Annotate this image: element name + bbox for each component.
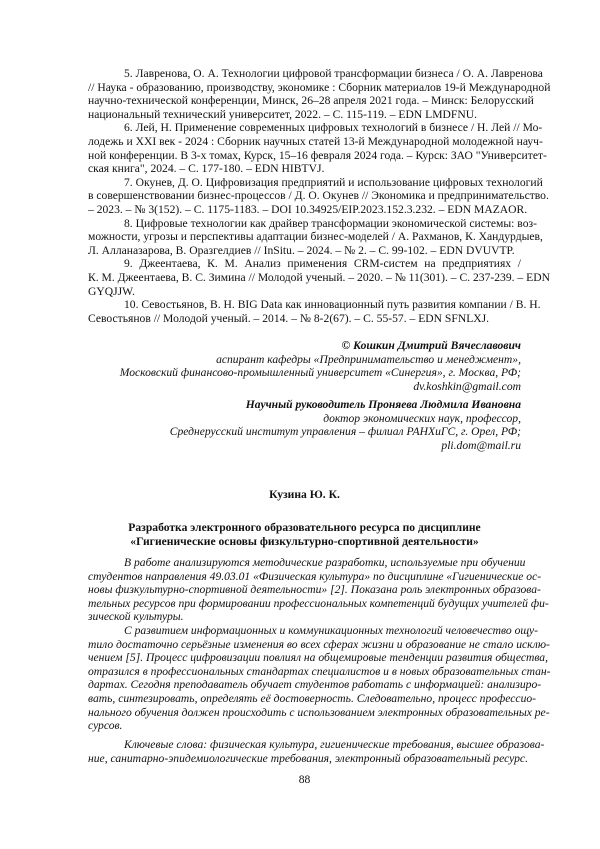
text-line: В работе анализируются методические разработки, используемые при обучении [88, 556, 521, 570]
text-line: новы физкультурно-спортивной деятельности» [2]. Показана роль электронных образова- [88, 583, 521, 597]
text-line: нального обучения должен происходить с использованием электронных образовательных ре- [88, 706, 521, 720]
text-line: pli.dom@mail.ru [88, 439, 521, 453]
text-line: можности, угрозы и перспективы адаптации бизнес-моделей / А. Рахманов, К. Хандурдыев, [88, 230, 521, 244]
text-line: аспирант кафедры «Предпринимательство и менеджмент», [88, 353, 521, 367]
text-line: dv.koshkin@gmail.com [88, 380, 521, 394]
references-list [88, 67, 521, 325]
article-author [88, 488, 521, 502]
text-line: лодежь и XXI век - 2024 : Сборник научных статей 13-й Международной молодежной науч- [88, 135, 521, 149]
text-line: 7. Окунев, Д. О. Цифровизация предприятий и использование цифровых технологий [88, 176, 521, 190]
text-line: 5. Лавренова, О. А. Технологии цифровой трансформации бизнеса / О. А. Лавренова [88, 67, 521, 81]
reference-item [88, 217, 521, 258]
abstract-paragraph [88, 624, 521, 733]
article-abstract [88, 556, 521, 733]
text-line: Московский финансово-промышленный университет «Синергия», г. Москва, РФ; [88, 366, 521, 380]
text-line: сурсов. [88, 719, 521, 733]
text-line: 10. Севостьянов, В. Н. BIG Data как инновационный путь развития компании / В. Н. [88, 298, 521, 312]
text-line: доктор экономических наук, профессор, [88, 412, 521, 426]
supervisor-name: Научный руководитель Проняева Людмила Ивановна [88, 398, 521, 412]
text-line: – 2023. – № 3(152). – С. 1175-1183. – DOI 10.34925/EIP.2023.152.3.232. – EDN MAZAOR. [88, 203, 521, 217]
text-line: научно-технической конференции, Минск, 26–28 апреля 2021 года. – Минск: Белорусский [88, 94, 521, 108]
author-name: © Кошкин Дмитрий Вячеславович [88, 339, 521, 353]
text-line: ной конференции. В 3-х томах, Курск, 15–16 февраля 2024 года. – Курск: ЗАО "Университет- [88, 149, 521, 163]
text-line: зической культуры. [88, 610, 521, 624]
text-line: дартах. Сегодня преподаватель обучает студентов работать с информацией: анализиро- [88, 678, 521, 692]
text-line: 9. Джеентаева, К. М. Анализ применения CRM-систем на предприятиях / [88, 257, 521, 271]
text-line: К. М. Джеентаева, В. С. Зимина // Молодой ученый. – 2020. – № 11(301). – С. 237-239. – EDN [88, 271, 521, 285]
text-line: 8. Цифровые технологии как драйвер трансформации экономической системы: воз- [88, 217, 521, 231]
reference-item [88, 176, 521, 217]
text-line: ние, санитарно-эпидемиологические требования, электронный образовательный ресурс. [88, 752, 521, 766]
text-line: вать, синтезировать, определять её достоверность. Следовательно, процесс профессио- [88, 692, 521, 706]
text-line: Ключевые слова: физическая культура, гигиенические требования, высшее образова- [88, 738, 521, 752]
article-keywords [88, 738, 521, 765]
supervisor-block [88, 398, 521, 452]
page-number: 88 [88, 773, 521, 787]
author-block [88, 339, 521, 393]
author-affiliation [88, 353, 521, 394]
text-line: чением [5]. Процесс цифровизации повлиял на общемировые тенденции развития общества, [88, 651, 521, 665]
article-author-name: Кузина Ю. К. [88, 488, 521, 502]
keywords-paragraph [88, 738, 521, 765]
reference-item [88, 67, 521, 121]
page-footer [88, 773, 521, 787]
text-line: в совершенствовании бизнес-процессов / Д. О. Окунев // Экономика и предпринимательство. [88, 189, 521, 203]
text-line: ская книга", 2024. – С. 177-180. – EDN HIBTVJ. [88, 162, 521, 176]
text-line: Л. Алланазарова, В. Оразгелдиев // InSitu. – 2024. – № 2. – С. 99-102. – EDN DVUVTP. [88, 244, 521, 258]
reference-item [88, 298, 521, 325]
reference-item [88, 257, 521, 298]
text-line: // Наука - образованию, производству, экономике : Сборник материалов 19-й Международной [88, 81, 521, 95]
text-line: Разработка электронного образовательного ресурса по дисциплине [88, 521, 521, 535]
text-line: студентов направления 49.03.01 «Физическая культура» по дисциплине «Гигиенические ос- [88, 570, 521, 584]
article-title [88, 521, 521, 548]
abstract-paragraph [88, 556, 521, 624]
text-line: «Гигиенические основы физкультурно-спортивной деятельности» [88, 535, 521, 549]
text-line: Среднерусский институт управления – филиал РАНХиГС, г. Орел, РФ; [88, 425, 521, 439]
text-line: тельных ресурсов при формировании профессиональных компетенций будущих учителей фи- [88, 597, 521, 611]
supervisor-affiliation [88, 412, 521, 453]
text-line: 6. Лей, Н. Применение современных цифровых технологий в бизнесе / Н. Лей // Мо- [88, 121, 521, 135]
text-line: тило достаточно серьёзные изменения во всех сферах жизни и образование не стало исклю- [88, 638, 521, 652]
text-line: отразился в профессиональных стандартах специалистов и в новых образовательных стан- [88, 665, 521, 679]
reference-item [88, 121, 521, 175]
text-line: национальный технический университет, 2022. – С. 115-119. – EDN LMDFNU. [88, 108, 521, 122]
title-lines [88, 521, 521, 548]
text-line: GYQJJW. [88, 285, 521, 299]
text-line: Севостьянов // Молодой ученый. – 2014. – № 8-2(67). – С. 55-57. – EDN SFNLXJ. [88, 312, 521, 326]
text-line: С развитием информационных и коммуникационных технологий человечество ощу- [88, 624, 521, 638]
